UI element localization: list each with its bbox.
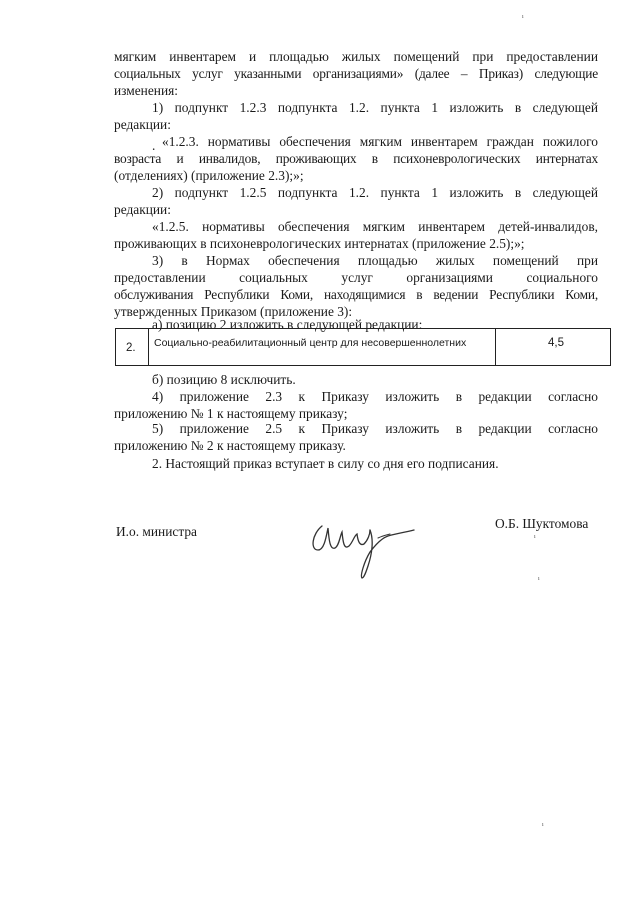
paragraph-line: редакции: [114,202,171,217]
signatory-name: О.Б. Шуктомова [495,516,589,531]
scan-mark: ı [534,534,536,540]
list-item-5: 5) приложение 2.5 к Приказу изложить в редакции согласно [152,421,598,436]
quote-line: (отделениях) (приложение 2.3);»; [114,168,304,183]
table-name: Социально-реабилитационный центр для несовершеннолетних [154,337,467,349]
list-item-4: 4) приложение 2.3 к Приказу изложить в редакции согласно [152,389,598,404]
scan-mark: ı [522,14,524,20]
paragraph-line: мягким инвентарем и площадью жилых помещений при предоставлении [114,49,598,64]
table-value: 4,5 [548,337,564,349]
table-cell-name [149,329,496,365]
paragraph-line: приложению № 2 к настоящему приказу. [114,438,346,453]
paragraph-line: утвержденных Приказом (приложение 3): [114,304,353,319]
quote-line: проживающих в психоневрологических интернатах (приложение 2.5);»; [114,236,525,251]
quote-line: «1.2.3. нормативы обеспечения мягким инвентарем граждан пожилого [162,134,598,149]
list-item-3: 3) в Нормах обеспечения площадью жилых помещений при [152,253,598,268]
table-cell-number [116,329,149,365]
subitem-a: а) позицию 2 изложить в следующей редакции: [152,317,423,332]
paragraph-line: предоставлении социальных услуг организациями социального [114,270,598,285]
table-cell-value [496,329,610,365]
paragraph-line: 2. Настоящий приказ вступает в силу со дня его подписания. [152,456,499,471]
handwritten-signature [308,516,418,580]
paragraph-line: приложению № 1 к настоящему приказу; [114,406,348,421]
list-item-1: 1) подпункт 1.2.3 подпункта 1.2. пункта 1 изложить в следующей [152,100,598,115]
signatory-position: И.о. министра [116,524,197,539]
paragraph-line: социальных услуг указанными организациями» (далее – Приказ) следующие [114,66,598,81]
scan-mark: ı [542,822,544,828]
list-item-2: 2) подпункт 1.2.5 подпункта 1.2. пункта 1 изложить в следующей [152,185,598,200]
quote-line: «1.2.5. нормативы обеспечения мягким инвентарем детей-инвалидов, [152,219,598,234]
table-number: 2. [126,342,136,354]
quote-line: возраста и инвалидов, проживающих в психоневрологических интернатах [114,151,598,166]
position-table [115,328,611,366]
paragraph-line: изменения: [114,83,179,98]
paragraph-line: обслуживания Республики Коми, находящимися в ведении Республики Коми, [114,287,598,302]
paragraph-line: редакции: [114,117,171,132]
subitem-b: б) позицию 8 исключить. [152,372,296,387]
stray-mark: . [152,138,156,153]
scan-mark: ı [538,576,540,582]
